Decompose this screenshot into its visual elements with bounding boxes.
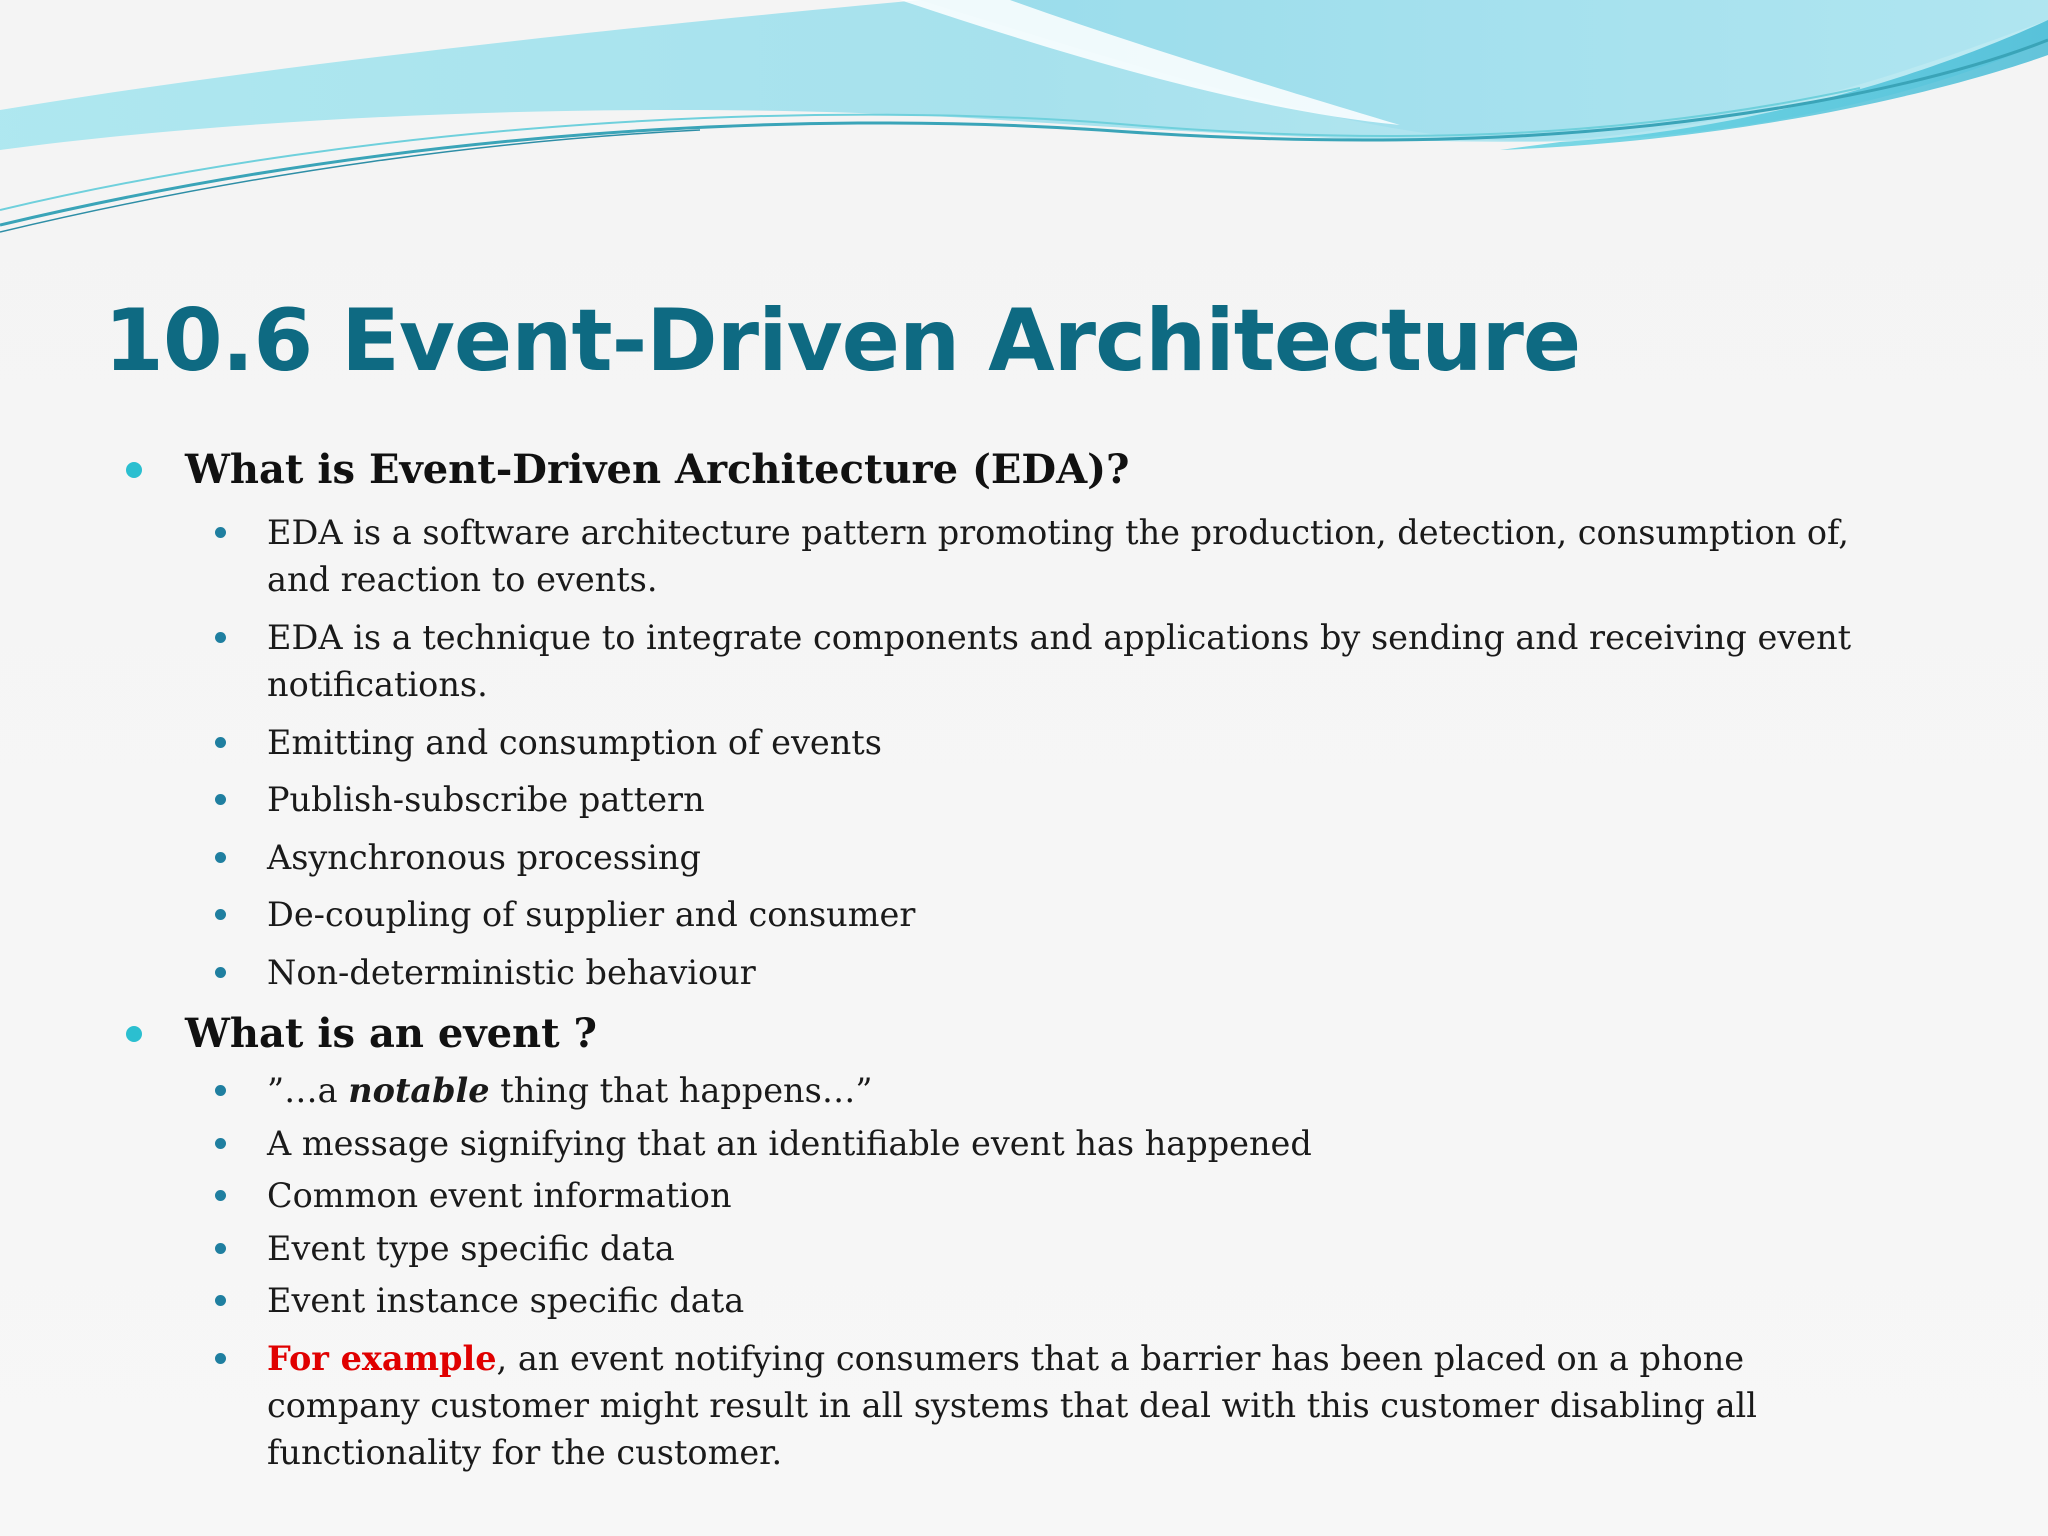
- list-item: EDA is a technique to integrate components and applications by sending and receiving event notifications.: [267, 618, 1852, 704]
- list-item: Common event information: [267, 1176, 732, 1215]
- list-item: Publish-subscribe pattern: [267, 780, 705, 819]
- list-item: A message signifying that an identifiable event has happened: [267, 1124, 1312, 1163]
- list-item: Event instance specific data: [267, 1281, 745, 1320]
- bullet-dot: [215, 1138, 226, 1149]
- section-heading-eda: What is Event-Driven Architecture (EDA)?: [185, 446, 1130, 493]
- bullet-dot: [215, 737, 226, 748]
- bullet-dot: [215, 852, 226, 863]
- bullet-dot: [215, 527, 226, 538]
- list-item: Asynchronous processing: [267, 838, 701, 877]
- bullet-dot: [215, 1190, 226, 1201]
- list-item: De-coupling of supplier and consumer: [267, 895, 916, 934]
- quote-item: [267, 1067, 1907, 1114]
- bullet-dot: [215, 632, 226, 643]
- list-item: Non-deterministic behaviour: [267, 953, 756, 992]
- bullet-dot: [215, 909, 226, 920]
- bullet-dot: [126, 1026, 142, 1042]
- example-label: For example: [267, 1339, 497, 1378]
- section-heading-event: What is an event ?: [185, 1010, 597, 1057]
- bullet-dot: [215, 1295, 226, 1306]
- bullet-dot: [215, 1353, 226, 1364]
- list-item: Emitting and consumption of events: [267, 723, 882, 762]
- quote-before: ”…a: [267, 1071, 349, 1110]
- list-item: Event type specific data: [267, 1229, 675, 1268]
- bullet-dot: [215, 1243, 226, 1254]
- bullet-dot: [215, 967, 226, 978]
- bullet-dot: [215, 1085, 226, 1096]
- slide-title: 10.6 Event-Driven Architecture: [104, 291, 1581, 391]
- example-item: [267, 1335, 1907, 1476]
- bullet-dot: [126, 462, 142, 478]
- quote-after: thing that happens…”: [489, 1071, 873, 1110]
- quote-emphasis: notable: [348, 1071, 490, 1110]
- bullet-dot: [215, 794, 226, 805]
- header-wave-decoration: [0, 0, 2048, 240]
- example-text: , an event notifying consumers that a barrier has been placed on a phone company customer might result in all systems that deal with this customer disabling all functionality for the customer.: [267, 1339, 1757, 1472]
- list-item: EDA is a software architecture pattern promoting the production, detection, consumption of, and reaction to events.: [267, 513, 1849, 599]
